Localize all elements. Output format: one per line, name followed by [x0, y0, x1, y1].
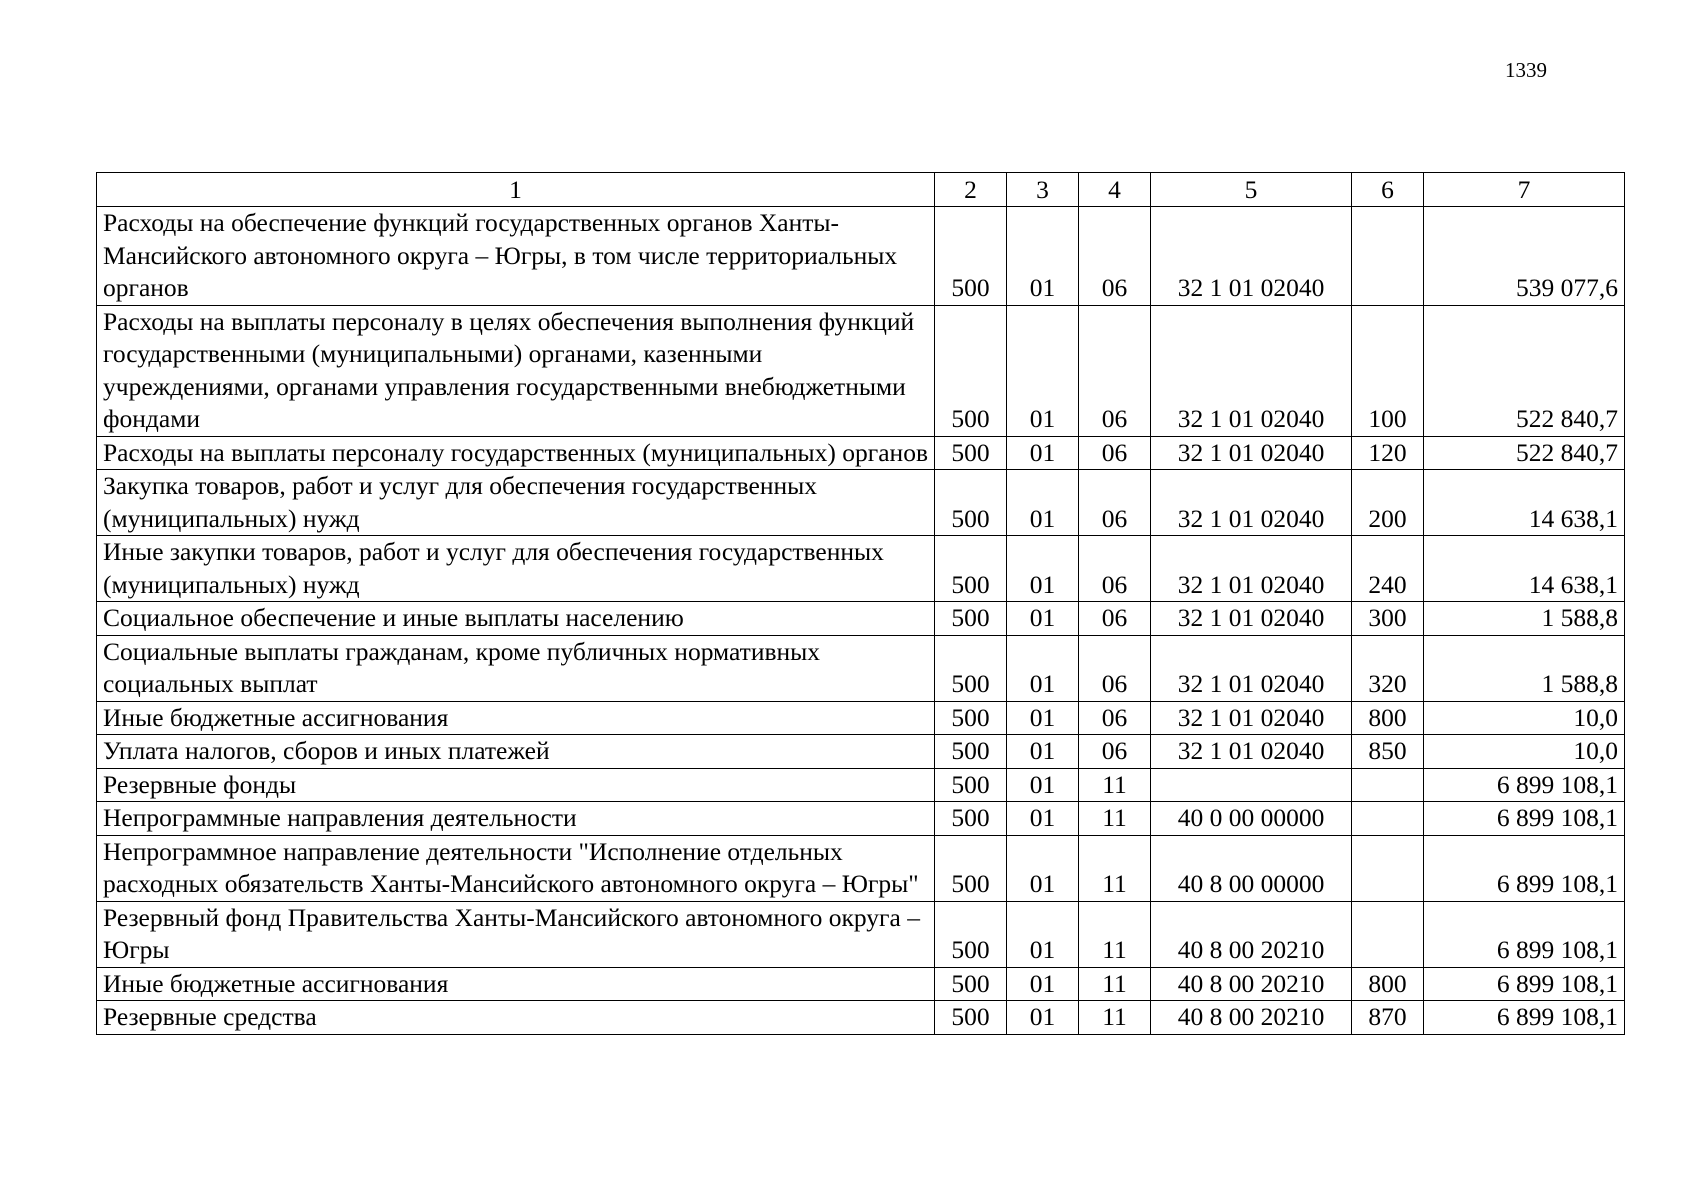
table-row [97, 207, 1625, 306]
subsection-code-cell: 11 [1079, 835, 1151, 901]
expense-type-cell [1352, 802, 1424, 836]
expense-name-cell: Непрограммные направления деятельности [97, 802, 935, 836]
target-article-cell: 40 0 00 00000 [1151, 802, 1352, 836]
subsection-code-cell: 06 [1079, 207, 1151, 306]
table-row [97, 735, 1625, 769]
target-article-cell: 32 1 01 02040 [1151, 602, 1352, 636]
expense-name-cell: Иные закупки товаров, работ и услуг для обеспечения государственных (муниципальных) нужд [97, 536, 935, 602]
section-code-cell: 01 [1007, 436, 1079, 470]
expense-name-cell: Непрограммное направление деятельности "Исполнение отдельных расходных обязательств Ханты-Мансийского автономного округа – Югры" [97, 835, 935, 901]
header-cell: 4 [1079, 173, 1151, 207]
header-cell: 6 [1352, 173, 1424, 207]
target-article-cell: 40 8 00 20210 [1151, 967, 1352, 1001]
budget-table [96, 172, 1625, 1035]
expense-name-cell: Уплата налогов, сборов и иных платежей [97, 735, 935, 769]
ministry-code-cell: 500 [935, 1001, 1007, 1035]
expense-type-cell: 300 [1352, 602, 1424, 636]
header-cell: 3 [1007, 173, 1079, 207]
expense-name-cell: Иные бюджетные ассигнования [97, 967, 935, 1001]
amount-cell: 14 638,1 [1424, 470, 1625, 536]
expense-name-cell: Социальные выплаты гражданам, кроме публичных нормативных социальных выплат [97, 635, 935, 701]
ministry-code-cell: 500 [935, 207, 1007, 306]
table-row [97, 901, 1625, 967]
table-row [97, 436, 1625, 470]
table-header-row [97, 173, 1625, 207]
expense-name-cell: Расходы на обеспечение функций государственных органов Ханты-Мансийского автономного округа – Югры, в том числе территориальных органов [97, 207, 935, 306]
subsection-code-cell: 11 [1079, 802, 1151, 836]
section-code-cell: 01 [1007, 536, 1079, 602]
ministry-code-cell: 500 [935, 835, 1007, 901]
ministry-code-cell: 500 [935, 436, 1007, 470]
amount-cell: 10,0 [1424, 701, 1625, 735]
expense-type-cell: 800 [1352, 967, 1424, 1001]
expense-name-cell: Резервные фонды [97, 768, 935, 802]
target-article-cell: 32 1 01 02040 [1151, 701, 1352, 735]
ministry-code-cell: 500 [935, 470, 1007, 536]
subsection-code-cell: 06 [1079, 602, 1151, 636]
page-number: 1339 [1505, 58, 1547, 82]
target-article-cell: 40 8 00 20210 [1151, 901, 1352, 967]
amount-cell: 6 899 108,1 [1424, 768, 1625, 802]
target-article-cell: 32 1 01 02040 [1151, 635, 1352, 701]
header-cell: 5 [1151, 173, 1352, 207]
amount-cell: 6 899 108,1 [1424, 901, 1625, 967]
expense-type-cell [1352, 768, 1424, 802]
table-row [97, 1001, 1625, 1035]
section-code-cell: 01 [1007, 735, 1079, 769]
expense-name-cell: Закупка товаров, работ и услуг для обеспечения государственных (муниципальных) нужд [97, 470, 935, 536]
amount-cell: 6 899 108,1 [1424, 967, 1625, 1001]
expense-type-cell: 240 [1352, 536, 1424, 602]
header-cell: 2 [935, 173, 1007, 207]
amount-cell: 1 588,8 [1424, 635, 1625, 701]
amount-cell: 1 588,8 [1424, 602, 1625, 636]
section-code-cell: 01 [1007, 602, 1079, 636]
subsection-code-cell: 06 [1079, 635, 1151, 701]
table-row [97, 602, 1625, 636]
expense-type-cell: 100 [1352, 305, 1424, 436]
subsection-code-cell: 06 [1079, 701, 1151, 735]
expense-name-cell: Расходы на выплаты персоналу государственных (муниципальных) органов [97, 436, 935, 470]
target-article-cell: 32 1 01 02040 [1151, 735, 1352, 769]
expense-name-cell: Резервные средства [97, 1001, 935, 1035]
target-article-cell: 32 1 01 02040 [1151, 536, 1352, 602]
subsection-code-cell: 06 [1079, 536, 1151, 602]
section-code-cell: 01 [1007, 701, 1079, 735]
table-row [97, 536, 1625, 602]
section-code-cell: 01 [1007, 305, 1079, 436]
table-row [97, 967, 1625, 1001]
subsection-code-cell: 11 [1079, 967, 1151, 1001]
header-cell: 1 [97, 173, 935, 207]
amount-cell: 6 899 108,1 [1424, 835, 1625, 901]
expense-type-cell: 120 [1352, 436, 1424, 470]
section-code-cell: 01 [1007, 901, 1079, 967]
amount-cell: 10,0 [1424, 735, 1625, 769]
table-row [97, 470, 1625, 536]
ministry-code-cell: 500 [935, 768, 1007, 802]
table-row [97, 835, 1625, 901]
target-article-cell: 40 8 00 00000 [1151, 835, 1352, 901]
section-code-cell: 01 [1007, 835, 1079, 901]
ministry-code-cell: 500 [935, 901, 1007, 967]
target-article-cell: 32 1 01 02040 [1151, 207, 1352, 306]
subsection-code-cell: 11 [1079, 901, 1151, 967]
table-body [97, 173, 1625, 1035]
expense-type-cell: 850 [1352, 735, 1424, 769]
ministry-code-cell: 500 [935, 802, 1007, 836]
expense-type-cell: 800 [1352, 701, 1424, 735]
table-row [97, 701, 1625, 735]
subsection-code-cell: 06 [1079, 735, 1151, 769]
section-code-cell: 01 [1007, 207, 1079, 306]
table-row [97, 802, 1625, 836]
target-article-cell: 32 1 01 02040 [1151, 470, 1352, 536]
ministry-code-cell: 500 [935, 305, 1007, 436]
section-code-cell: 01 [1007, 1001, 1079, 1035]
expense-type-cell: 200 [1352, 470, 1424, 536]
amount-cell: 6 899 108,1 [1424, 1001, 1625, 1035]
ministry-code-cell: 500 [935, 967, 1007, 1001]
expense-type-cell: 320 [1352, 635, 1424, 701]
ministry-code-cell: 500 [935, 701, 1007, 735]
target-article-cell: 40 8 00 20210 [1151, 1001, 1352, 1035]
amount-cell: 14 638,1 [1424, 536, 1625, 602]
expense-name-cell: Социальное обеспечение и иные выплаты населению [97, 602, 935, 636]
section-code-cell: 01 [1007, 635, 1079, 701]
expense-type-cell [1352, 835, 1424, 901]
table-row [97, 305, 1625, 436]
expense-name-cell: Расходы на выплаты персоналу в целях обеспечения выполнения функций государственными (муниципальными) органами, казенными учреждениями, органами управления государственными внебюджетными фондами [97, 305, 935, 436]
amount-cell: 522 840,7 [1424, 436, 1625, 470]
amount-cell: 6 899 108,1 [1424, 802, 1625, 836]
header-cell: 7 [1424, 173, 1625, 207]
target-article-cell: 32 1 01 02040 [1151, 436, 1352, 470]
ministry-code-cell: 500 [935, 602, 1007, 636]
expense-type-cell [1352, 207, 1424, 306]
section-code-cell: 01 [1007, 802, 1079, 836]
target-article-cell: 32 1 01 02040 [1151, 305, 1352, 436]
ministry-code-cell: 500 [935, 635, 1007, 701]
section-code-cell: 01 [1007, 768, 1079, 802]
table-row [97, 635, 1625, 701]
amount-cell: 539 077,6 [1424, 207, 1625, 306]
expense-name-cell: Иные бюджетные ассигнования [97, 701, 935, 735]
expense-name-cell: Резервный фонд Правительства Ханты-Мансийского автономного округа – Югры [97, 901, 935, 967]
ministry-code-cell: 500 [935, 536, 1007, 602]
subsection-code-cell: 06 [1079, 305, 1151, 436]
subsection-code-cell: 06 [1079, 470, 1151, 536]
expense-type-cell [1352, 901, 1424, 967]
expense-type-cell: 870 [1352, 1001, 1424, 1035]
subsection-code-cell: 06 [1079, 436, 1151, 470]
amount-cell: 522 840,7 [1424, 305, 1625, 436]
target-article-cell [1151, 768, 1352, 802]
ministry-code-cell: 500 [935, 735, 1007, 769]
subsection-code-cell: 11 [1079, 1001, 1151, 1035]
subsection-code-cell: 11 [1079, 768, 1151, 802]
section-code-cell: 01 [1007, 470, 1079, 536]
section-code-cell: 01 [1007, 967, 1079, 1001]
table-row [97, 768, 1625, 802]
